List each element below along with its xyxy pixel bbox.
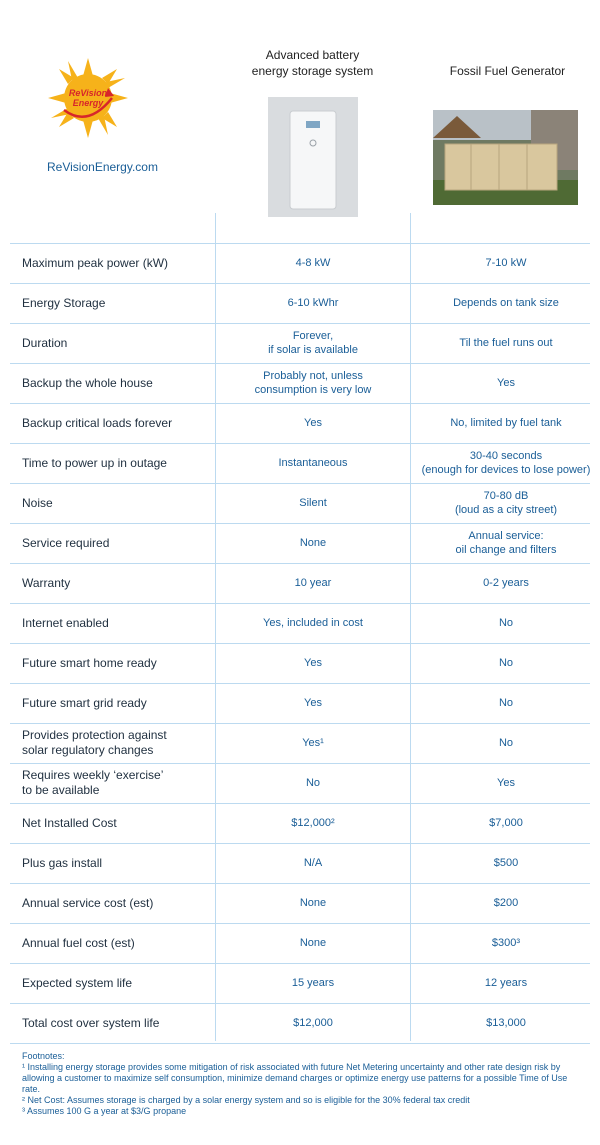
row-label: Total cost over system life: [22, 1015, 160, 1030]
row-separator: [10, 323, 590, 324]
battery-value: None: [299, 537, 327, 549]
battery-value: 15 years: [291, 977, 335, 989]
table-row: [0, 323, 600, 363]
row-label: Warranty: [22, 575, 71, 590]
battery-value: None: [299, 937, 327, 949]
row-separator: [10, 523, 590, 524]
generator-value: $500: [493, 857, 519, 869]
row-label: Maximum peak power (kW): [22, 255, 169, 270]
column-title-battery: Advanced battery energy storage system: [251, 48, 374, 78]
row-separator: [10, 603, 590, 604]
generator-value: 7-10 kW: [485, 257, 527, 269]
row-separator: [10, 563, 590, 564]
row-separator: [10, 1003, 590, 1004]
row-separator: [10, 803, 590, 804]
row-separator: [10, 443, 590, 444]
table-row: [0, 723, 600, 763]
generator-value: Yes: [497, 777, 515, 789]
footnote-1: ¹ Installing energy storage provides some mitigation of risk associated with future Net Metering uncertainty and other rate design risk by allowing a customer to maximize self consumption, minimize demand charges or optimize energy use patterns for a possible Time of Use rate.: [22, 1062, 568, 1094]
table-row: [0, 403, 600, 443]
row-separator: [10, 763, 590, 764]
row-separator: [10, 643, 590, 644]
battery-value: $12,000: [293, 1017, 333, 1029]
row-label: Noise: [22, 495, 53, 510]
generator-value: $200: [493, 897, 519, 909]
battery-value: 10 year: [294, 577, 332, 589]
column-title-generator: Fossil Fuel Generator: [449, 64, 566, 78]
row-label: Duration: [22, 335, 68, 350]
table-row: [0, 763, 600, 803]
row-separator: [10, 363, 590, 364]
row-label: Annual service cost (est): [22, 895, 154, 910]
row-separator: [10, 843, 590, 844]
footnotes: [22, 1051, 582, 1117]
battery-value: Yes: [304, 697, 322, 709]
table-row: [0, 563, 600, 603]
generator-value: Depends on tank size: [453, 297, 559, 309]
battery-value: Forever, if solar is available: [268, 330, 358, 356]
battery-value: Yes: [304, 417, 322, 429]
battery-value: N/A: [303, 857, 323, 869]
row-label: Expected system life: [22, 975, 133, 990]
row-separator: [10, 483, 590, 484]
table-row: [0, 843, 600, 883]
table-row: [0, 803, 600, 843]
row-label: Future smart home ready: [22, 655, 157, 670]
row-label: Energy Storage: [22, 295, 106, 310]
row-label: Time to power up in outage: [22, 455, 167, 470]
battery-value: Instantaneous: [278, 457, 348, 469]
row-separator: [10, 283, 590, 284]
battery-value: None: [299, 897, 327, 909]
footnotes-title: Footnotes:: [22, 1051, 65, 1061]
generator-value: No: [498, 697, 514, 709]
table-row: [0, 963, 600, 1003]
row-label: Service required: [22, 535, 110, 550]
website-link[interactable]: ReVisionEnergy.com: [47, 160, 158, 174]
row-separator: [10, 403, 590, 404]
table-row: [0, 443, 600, 483]
row-separator: [10, 963, 590, 964]
row-separator: [10, 923, 590, 924]
svg-text:ReVision: ReVision: [68, 88, 108, 98]
table-row: [0, 363, 600, 403]
row-label: Internet enabled: [22, 615, 109, 630]
table-row: [0, 883, 600, 923]
svg-text:Energy: Energy: [72, 98, 104, 108]
battery-value: Silent: [299, 497, 327, 509]
row-label: Net Installed Cost: [22, 815, 117, 830]
footnote-2: ² Net Cost: Assumes storage is charged by a solar energy system and so is eligible for the 30% federal tax credit: [22, 1095, 470, 1105]
table-row: [0, 643, 600, 683]
generator-value: $7,000: [489, 817, 523, 829]
revision-energy-logo: [48, 58, 128, 138]
table-row: [0, 243, 600, 283]
generator-value: No: [498, 737, 514, 749]
generator-value: 0-2 years: [483, 577, 529, 589]
generator-value: 12 years: [484, 977, 528, 989]
battery-value: $12,000²: [291, 817, 335, 829]
generator-value: No, limited by fuel tank: [450, 417, 562, 429]
battery-value: 6-10 kWhr: [287, 297, 339, 309]
header: [0, 0, 600, 240]
footnote-3: ³ Assumes 100 G a year at $3/G propane: [22, 1106, 187, 1116]
generator-value: Til the fuel runs out: [459, 337, 553, 349]
row-separator: [10, 883, 590, 884]
row-label: Annual fuel cost (est): [22, 935, 135, 950]
row-separator: [10, 723, 590, 724]
battery-value: Probably not, unless consumption is very low: [254, 370, 372, 396]
table-row: [0, 923, 600, 963]
row-label: Plus gas install: [22, 855, 103, 870]
row-label: Future smart grid ready: [22, 695, 147, 710]
battery-product-image: [268, 97, 358, 217]
table-row: [0, 1003, 600, 1043]
generator-product-image: [433, 110, 578, 205]
row-label: Provides protection against solar regulatory changes: [22, 728, 167, 757]
table-row: [0, 283, 600, 323]
generator-value: Yes: [497, 377, 515, 389]
battery-value: Yes, included in cost: [263, 617, 363, 629]
generator-value: $300³: [491, 937, 521, 949]
row-separator: [10, 683, 590, 684]
generator-value: 70-80 dB (loud as a city street): [454, 490, 558, 516]
row-label: Requires weekly ‘exercise’ to be available: [22, 768, 164, 797]
table-row: [0, 603, 600, 643]
row-separator: [10, 1043, 590, 1044]
battery-value: Yes: [304, 657, 322, 669]
table-row: [0, 523, 600, 563]
battery-value: No: [305, 777, 321, 789]
row-separator: [10, 243, 590, 244]
table-row: [0, 683, 600, 723]
row-label: Backup the whole house: [22, 375, 153, 390]
battery-value: 4-8 kW: [295, 257, 331, 269]
generator-value: 30-40 seconds (enough for devices to lose power): [421, 450, 591, 476]
generator-value: $13,000: [486, 1017, 526, 1029]
row-label: Backup critical loads forever: [22, 415, 173, 430]
generator-value: No: [498, 617, 514, 629]
table-row: [0, 483, 600, 523]
generator-value: Annual service: oil change and filters: [455, 530, 557, 556]
generator-value: No: [498, 657, 514, 669]
battery-value: Yes¹: [302, 737, 324, 749]
